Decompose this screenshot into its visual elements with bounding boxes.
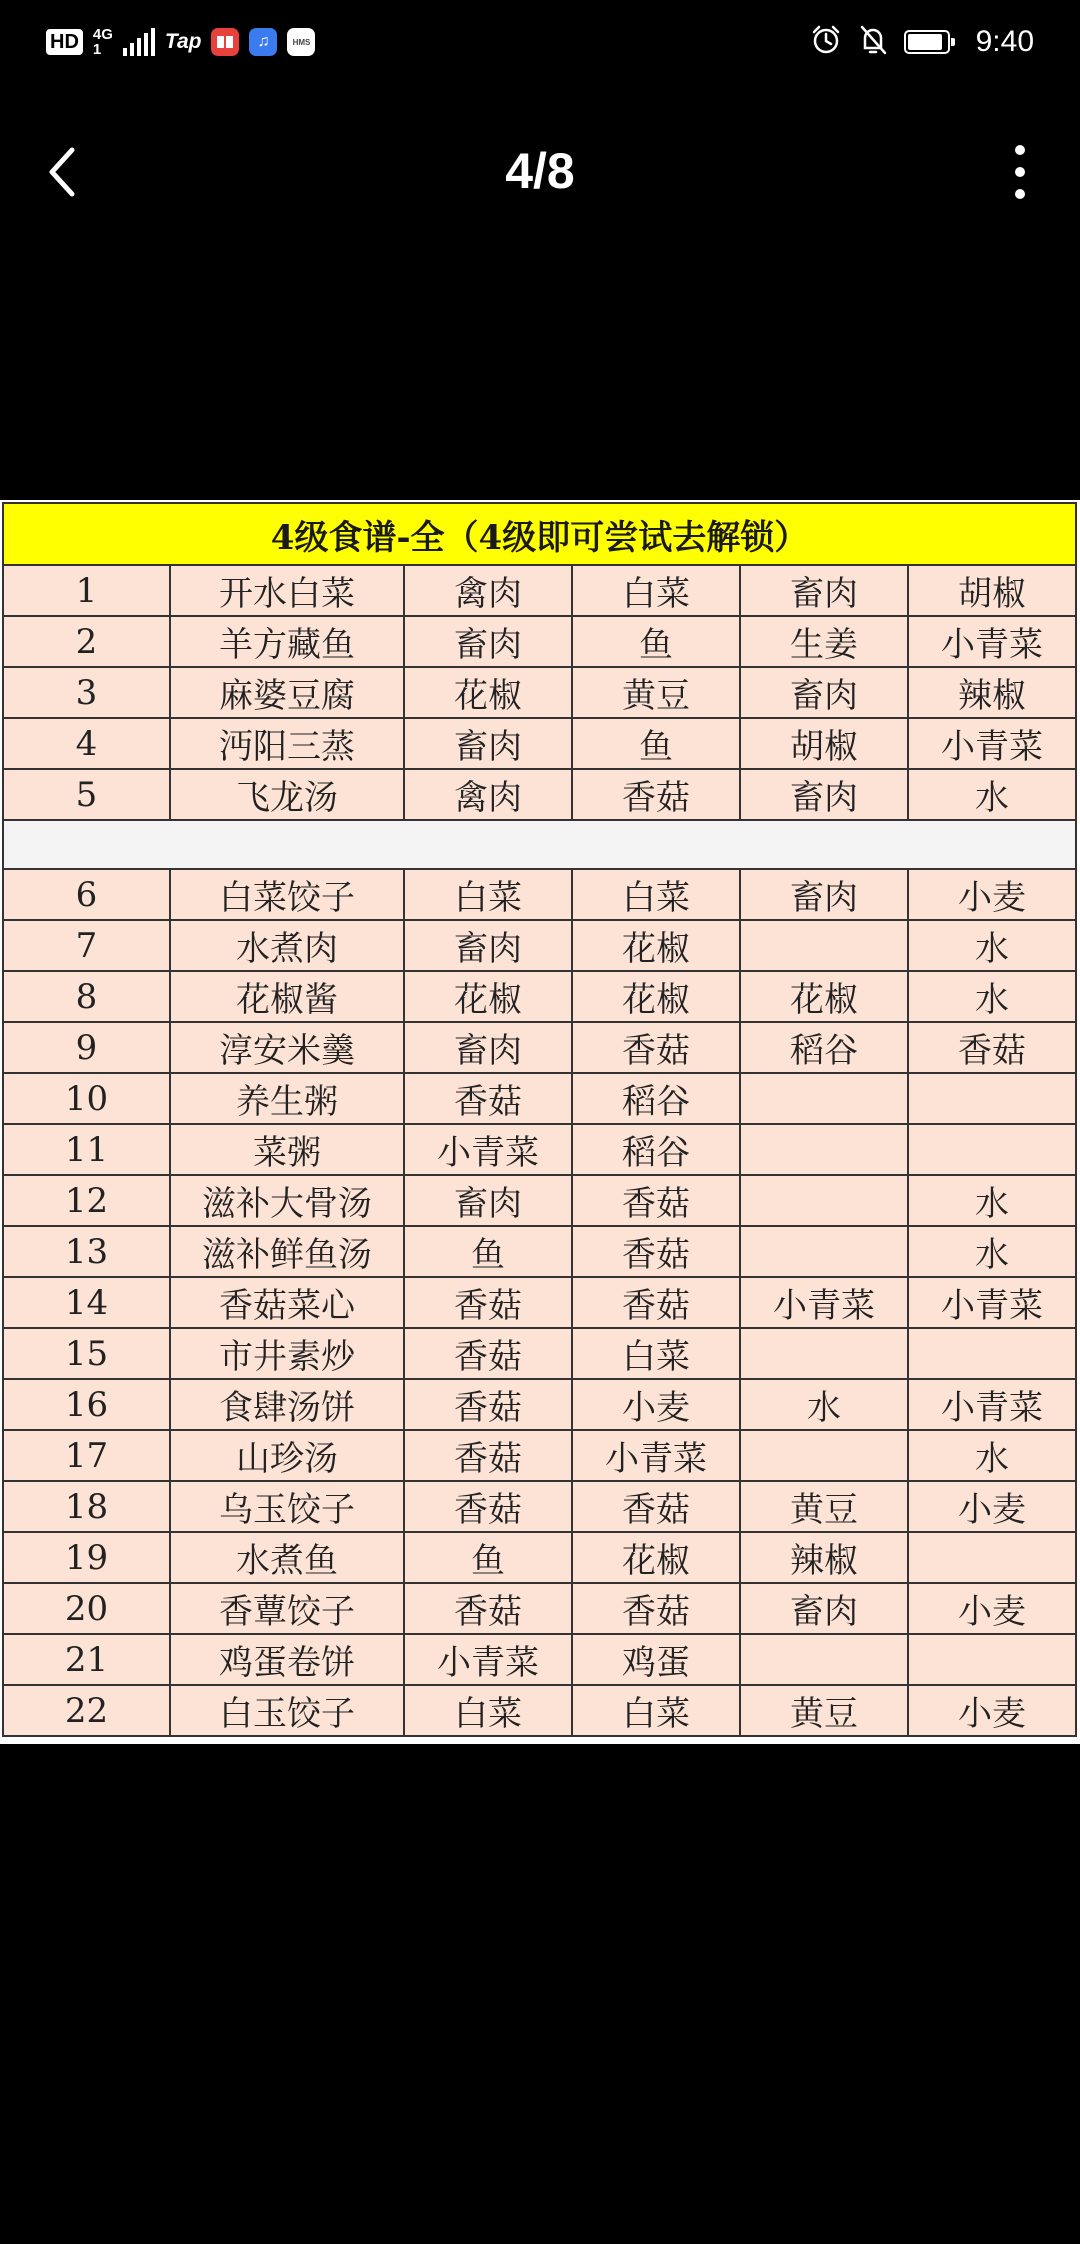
recipe-number: 4	[3, 718, 170, 769]
table-row	[3, 920, 1076, 971]
ingredient-2: 小青菜	[572, 1430, 740, 1481]
recipe-name: 飞龙汤	[170, 769, 404, 820]
ingredient-3: 畜肉	[740, 769, 908, 820]
ingredient-4: 辣椒	[908, 667, 1076, 718]
ingredient-3: 畜肉	[740, 667, 908, 718]
recipe-number: 13	[3, 1226, 170, 1277]
recipe-number: 9	[3, 1022, 170, 1073]
ingredient-1: 畜肉	[404, 1022, 572, 1073]
recipe-name: 花椒酱	[170, 971, 404, 1022]
recipe-number: 21	[3, 1634, 170, 1685]
table-row	[3, 1532, 1076, 1583]
recipe-number: 10	[3, 1073, 170, 1124]
page-indicator: 4/8	[505, 143, 575, 199]
status-bar-left	[46, 22, 315, 62]
notifications-off-icon	[858, 24, 888, 60]
ingredient-2: 花椒	[572, 1532, 740, 1583]
alarm-icon	[810, 24, 842, 60]
ingredient-4: 小麦	[908, 1685, 1076, 1736]
ingredient-3	[740, 920, 908, 971]
recipe-name: 食肆汤饼	[170, 1379, 404, 1430]
music-app-icon: ♫	[249, 28, 277, 56]
ingredient-4: 小青菜	[908, 616, 1076, 667]
ingredient-2: 香菇	[572, 1481, 740, 1532]
ingredient-4: 香菇	[908, 1022, 1076, 1073]
ingredient-2: 香菇	[572, 769, 740, 820]
recipe-number: 6	[3, 869, 170, 920]
ingredient-2: 白菜	[572, 869, 740, 920]
signal-strength-icon	[123, 28, 155, 56]
ingredient-1: 小青菜	[404, 1124, 572, 1175]
table-row	[3, 1277, 1076, 1328]
ingredient-1: 畜肉	[404, 718, 572, 769]
ingredient-2: 白菜	[572, 1328, 740, 1379]
table-row	[3, 1481, 1076, 1532]
ingredient-3: 生姜	[740, 616, 908, 667]
ingredient-3: 胡椒	[740, 718, 908, 769]
table-row	[3, 1022, 1076, 1073]
ingredient-1: 禽肉	[404, 565, 572, 616]
network-sim-label: 1	[92, 41, 102, 58]
ingredient-1: 花椒	[404, 667, 572, 718]
table-row	[3, 1634, 1076, 1685]
recipe-number: 17	[3, 1430, 170, 1481]
ingredient-2: 香菇	[572, 1277, 740, 1328]
recipe-number: 11	[3, 1124, 170, 1175]
recipe-name: 羊方藏鱼	[170, 616, 404, 667]
recipe-name: 水煮肉	[170, 920, 404, 971]
ingredient-1: 畜肉	[404, 616, 572, 667]
recipe-name: 鸡蛋卷饼	[170, 1634, 404, 1685]
ingredient-4	[908, 1532, 1076, 1583]
table-row	[3, 1328, 1076, 1379]
recipe-name: 乌玉饺子	[170, 1481, 404, 1532]
recipe-name: 滋补鲜鱼汤	[170, 1226, 404, 1277]
ingredient-2: 白菜	[572, 565, 740, 616]
ingredient-1: 香菇	[404, 1328, 572, 1379]
recipe-number: 15	[3, 1328, 170, 1379]
table-row	[3, 869, 1076, 920]
ingredient-4	[908, 1073, 1076, 1124]
recipe-name: 水煮鱼	[170, 1532, 404, 1583]
ingredient-2: 花椒	[572, 920, 740, 971]
ingredient-1: 小青菜	[404, 1634, 572, 1685]
table-row	[3, 769, 1076, 820]
ingredient-1: 白菜	[404, 1685, 572, 1736]
ingredient-4: 水	[908, 1430, 1076, 1481]
recipe-name: 淳安米羹	[170, 1022, 404, 1073]
hd-icon: HD	[46, 29, 83, 55]
recipe-number: 2	[3, 616, 170, 667]
ingredient-3: 黄豆	[740, 1481, 908, 1532]
recipe-number: 5	[3, 769, 170, 820]
recipe-name: 麻婆豆腐	[170, 667, 404, 718]
ingredient-4: 水	[908, 1226, 1076, 1277]
battery-icon	[904, 30, 956, 54]
ingredient-1: 香菇	[404, 1379, 572, 1430]
ingredient-3: 畜肉	[740, 565, 908, 616]
recipe-number: 3	[3, 667, 170, 718]
recipe-name: 开水白菜	[170, 565, 404, 616]
ingredient-1: 鱼	[404, 1532, 572, 1583]
ingredient-4	[908, 1328, 1076, 1379]
ingredient-1: 鱼	[404, 1226, 572, 1277]
recipe-name: 滋补大骨汤	[170, 1175, 404, 1226]
ingredient-3: 畜肉	[740, 869, 908, 920]
table-row	[3, 1430, 1076, 1481]
ingredient-1: 白菜	[404, 869, 572, 920]
ingredient-3: 辣椒	[740, 1532, 908, 1583]
recipe-name: 菜粥	[170, 1124, 404, 1175]
recipe-number: 14	[3, 1277, 170, 1328]
recipe-name: 白玉饺子	[170, 1685, 404, 1736]
recipe-table	[2, 502, 1077, 1737]
table-row	[3, 1226, 1076, 1277]
book-app-icon	[211, 28, 239, 56]
ingredient-3: 水	[740, 1379, 908, 1430]
separator-cell	[3, 820, 1076, 869]
ingredient-2: 小麦	[572, 1379, 740, 1430]
ingredient-4	[908, 1124, 1076, 1175]
table-row	[3, 971, 1076, 1022]
recipe-name: 白菜饺子	[170, 869, 404, 920]
table-row	[3, 1175, 1076, 1226]
ingredient-1: 畜肉	[404, 920, 572, 971]
ingredient-3: 花椒	[740, 971, 908, 1022]
ingredient-4: 胡椒	[908, 565, 1076, 616]
network-type	[93, 27, 113, 57]
ingredient-2: 鸡蛋	[572, 1634, 740, 1685]
status-bar	[0, 0, 1080, 84]
table-row	[3, 667, 1076, 718]
ingredient-4	[908, 1634, 1076, 1685]
more-options-icon	[1015, 145, 1025, 155]
recipe-name: 山珍汤	[170, 1430, 404, 1481]
recipe-number: 12	[3, 1175, 170, 1226]
ingredient-2: 稻谷	[572, 1073, 740, 1124]
recipe-number: 19	[3, 1532, 170, 1583]
ingredient-4: 水	[908, 971, 1076, 1022]
ingredient-4: 小青菜	[908, 718, 1076, 769]
more-options-button[interactable]	[1000, 140, 1040, 204]
ingredient-2: 稻谷	[572, 1124, 740, 1175]
recipe-number: 7	[3, 920, 170, 971]
ingredient-1: 花椒	[404, 971, 572, 1022]
ingredient-1: 香菇	[404, 1277, 572, 1328]
recipe-number: 18	[3, 1481, 170, 1532]
recipe-number: 16	[3, 1379, 170, 1430]
recipe-name: 养生粥	[170, 1073, 404, 1124]
ingredient-3	[740, 1634, 908, 1685]
ingredient-3: 黄豆	[740, 1685, 908, 1736]
table-row	[3, 1685, 1076, 1736]
ingredient-3	[740, 1175, 908, 1226]
recipe-name: 香菇菜心	[170, 1277, 404, 1328]
ingredient-4: 小青菜	[908, 1379, 1076, 1430]
ingredient-4: 水	[908, 920, 1076, 971]
ingredient-3	[740, 1328, 908, 1379]
table-row	[3, 1379, 1076, 1430]
ingredient-1: 畜肉	[404, 1175, 572, 1226]
table-row	[3, 1073, 1076, 1124]
table-separator-row	[3, 820, 1076, 869]
table-row	[3, 616, 1076, 667]
ingredient-2: 香菇	[572, 1022, 740, 1073]
ingredient-2: 香菇	[572, 1175, 740, 1226]
ingredient-2: 白菜	[572, 1685, 740, 1736]
ingredient-3	[740, 1124, 908, 1175]
recipe-name: 沔阳三蒸	[170, 718, 404, 769]
ingredient-2: 香菇	[572, 1583, 740, 1634]
taptap-notification-icon: Tap	[164, 30, 202, 53]
ingredient-2: 香菇	[572, 1226, 740, 1277]
recipe-image[interactable]	[0, 500, 1080, 1744]
table-title-row	[3, 503, 1076, 565]
ingredient-3	[740, 1226, 908, 1277]
status-time: 9:40	[975, 25, 1034, 58]
recipe-number: 20	[3, 1583, 170, 1634]
ingredient-4: 水	[908, 769, 1076, 820]
recipe-name: 香蕈饺子	[170, 1583, 404, 1634]
ingredient-1: 香菇	[404, 1583, 572, 1634]
table-row	[3, 1583, 1076, 1634]
ingredient-1: 香菇	[404, 1481, 572, 1532]
network-type-label: 4G	[92, 26, 113, 43]
ingredient-3: 畜肉	[740, 1583, 908, 1634]
ingredient-2: 黄豆	[572, 667, 740, 718]
ingredient-3: 稻谷	[740, 1022, 908, 1073]
ingredient-3: 小青菜	[740, 1277, 908, 1328]
ingredient-4: 小麦	[908, 1481, 1076, 1532]
ingredient-2: 鱼	[572, 718, 740, 769]
ingredient-4: 小麦	[908, 1583, 1076, 1634]
table-title: 4级食谱-全（4级即可尝试去解锁）	[3, 503, 1076, 565]
ingredient-3	[740, 1430, 908, 1481]
table-row	[3, 718, 1076, 769]
recipe-number: 8	[3, 971, 170, 1022]
app-bar	[0, 120, 1080, 220]
table-row	[3, 565, 1076, 616]
recipe-number: 1	[3, 565, 170, 616]
ingredient-1: 香菇	[404, 1430, 572, 1481]
recipe-name: 市井素炒	[170, 1328, 404, 1379]
ingredient-4: 水	[908, 1175, 1076, 1226]
ingredient-2: 花椒	[572, 971, 740, 1022]
ingredient-1: 香菇	[404, 1073, 572, 1124]
ingredient-4: 小青菜	[908, 1277, 1076, 1328]
ingredient-1: 禽肉	[404, 769, 572, 820]
recipe-number: 22	[3, 1685, 170, 1736]
table-row	[3, 1124, 1076, 1175]
ingredient-3	[740, 1073, 908, 1124]
status-bar-right	[810, 20, 1034, 64]
ingredient-4: 小麦	[908, 869, 1076, 920]
ingredient-2: 鱼	[572, 616, 740, 667]
hms-app-icon: HMS	[287, 28, 315, 56]
